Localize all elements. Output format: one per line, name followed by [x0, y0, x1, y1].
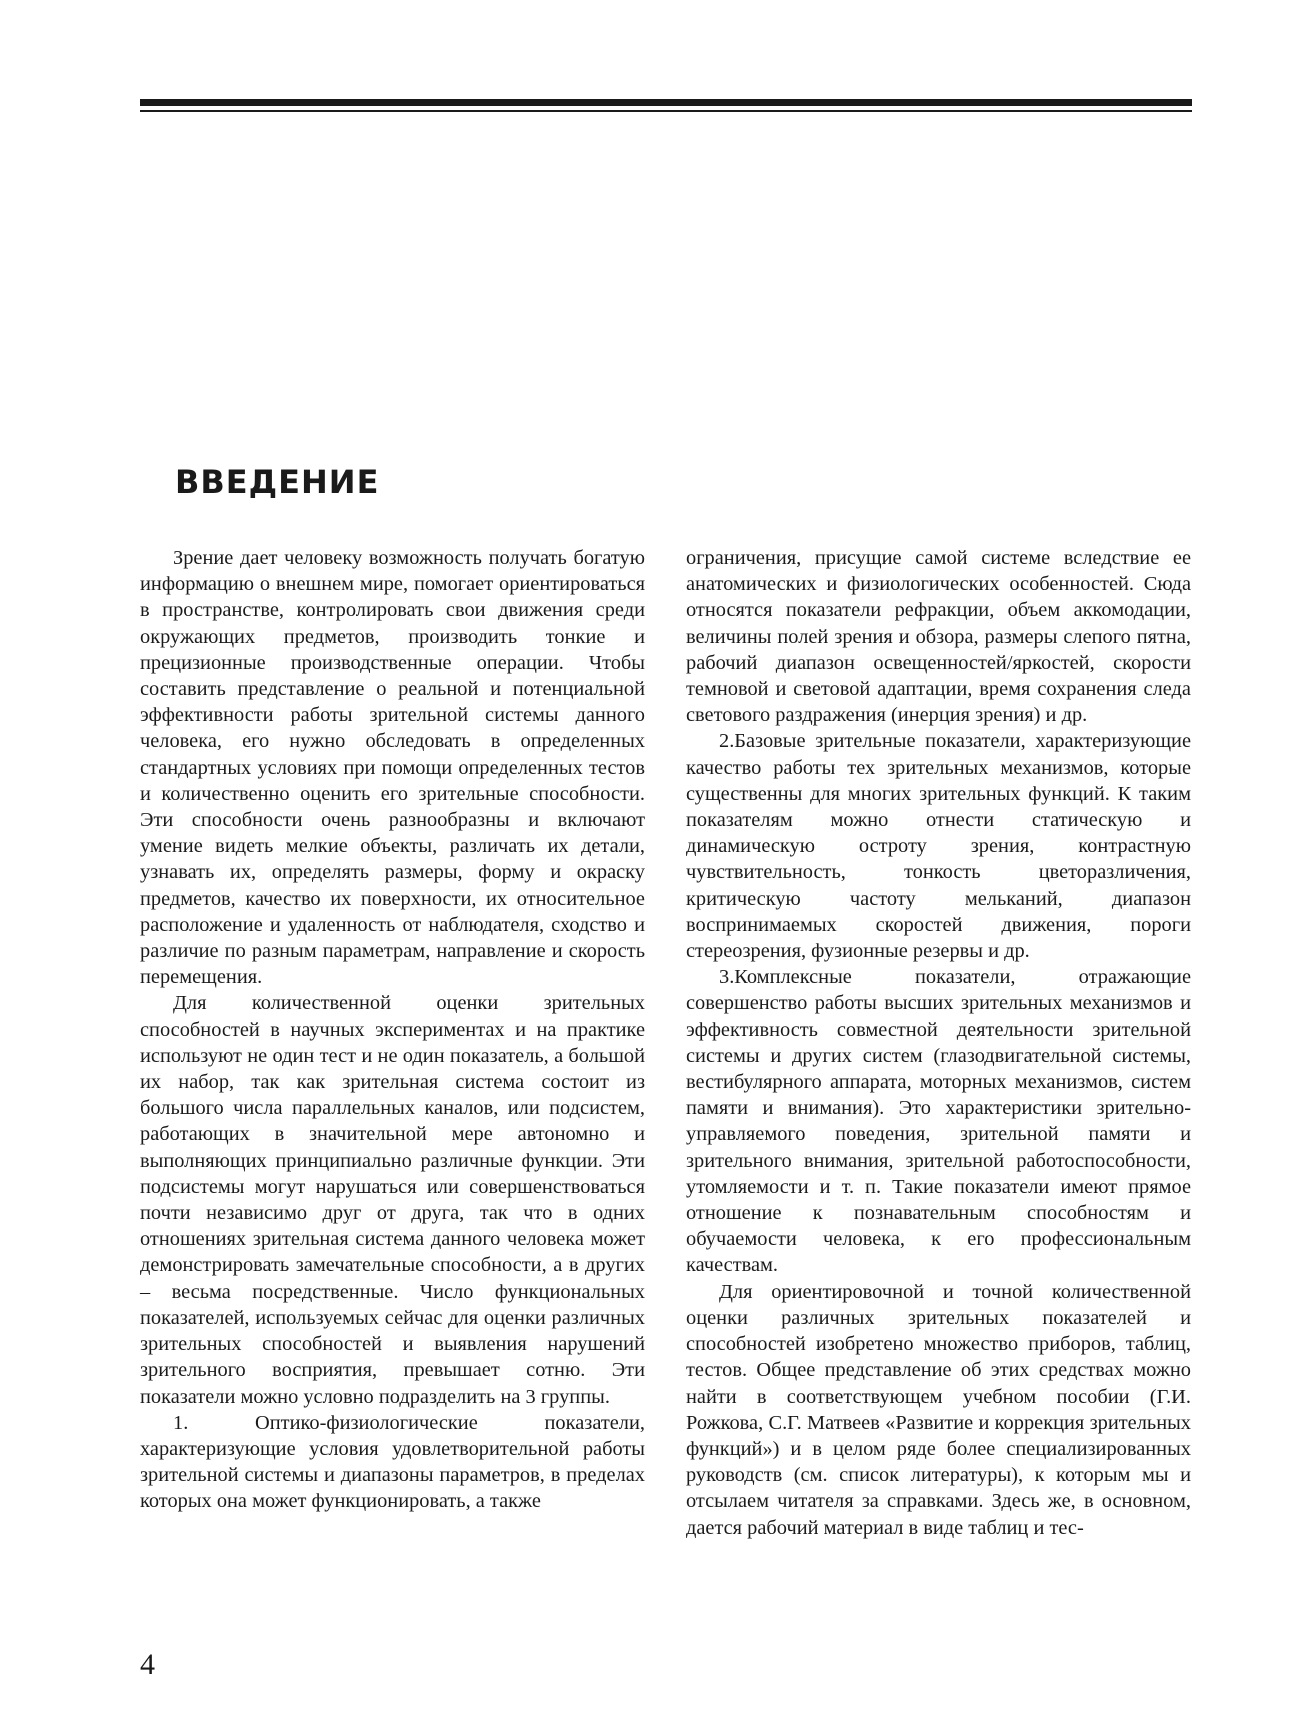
right-column: [686, 545, 1191, 1541]
header-rule-thin: [140, 110, 1192, 112]
paragraph: Для количественной оценки зрительных способностей в научных экспериментах и на практике используют не один тест и не один показатель, а большой их набор, так как зрительная система состоит из большого числа параллельных каналов, или подсистем, работающих в значительной мере автономно и выполняющих принципиально различные функции. Эти подсистемы могут нарушаться или совершенствоваться почти независимо друг от друга, так что в одних отношениях зрительная система данного человека может демонстрировать замечательные способности, а в других – весьма посредственные. Число функциональных показателей, используемых сейчас для оценки различных зрительных способностей и выявления нарушений зрительного восприятия, превышает сотню. Эти показатели можно условно подразделить на 3 группы.: [140, 992, 645, 1408]
paragraph: 2.Базовые зрительные показатели, характеризующие качество работы тех зрительных механизмов, которые существенны для многих зрительных функций. К таким показателям можно отнести статическую и динамическую остроту зрения, контрастную чувствительность, тонкость цветоразличения, критическую частоту мельканий, диапазон воспринимаемых скоростей движения, пороги стереозрения, фузионные резервы и др.: [686, 730, 1191, 963]
chapter-title: ВВЕДЕНИЕ: [175, 463, 380, 501]
left-column: [140, 545, 645, 1515]
paragraph: 1. Оптико-физиологические показатели, характеризующие условия удовлетворительной работы зрительной системы и диапазоны параметров, в пределах которых она может функционировать, а также: [140, 1411, 645, 1513]
paragraph: ограничения, присущие самой системе вследствие ее анатомических и физиологических особенностей. Сюда относятся показатели рефракции, объем аккомодации, величины полей зрения и обзора, размеры слепого пятна, рабочий диапазон освещенностей/яркостей, скорости темновой и световой адаптации, время сохранения следа светового раздражения (инерция зрения) и др.: [686, 547, 1191, 727]
paragraph: Зрение дает человеку возможность получать богатую информацию о внешнем мире, помогает ориентироваться в пространстве, контролировать свои движения среди окружающих предметов, производить тонкие и прецизионные производственные операции. Чтобы составить представление о реальной и потенциальной эффективности работы зрительной системы данного человека, его нужно обследовать в определенных стандартных условиях при помощи определенных тестов и количественно оценить его зрительные способности. Эти способности очень разнообразны и включают умение видеть мелкие объекты, различать их детали, узнавать их, определять размеры, форму и окраску предметов, качество их поверхности, их относительное расположение и удаленность от наблюдателя, сходство и различие по разным параметрам, направление и скорость перемещения.: [140, 547, 645, 989]
header-rule-thick: [140, 99, 1192, 106]
paragraph: 3.Комплексные показатели, отражающие совершенство работы высших зрительных механизмов и эффективность совместной деятельности зрительной системы и других систем (глазодвигательной системы, вестибулярного аппарата, моторных механизмов, систем памяти и внимания). Это характеристики зрительно-управляемого поведения, зрительной памяти и зрительного внимания, зрительной работоспособности, утомляемости и т. п. Такие показатели имеют прямое отношение к познавательным способностям и обучаемости человека, к его профессиональным качествам.: [686, 966, 1191, 1277]
paragraph: Для ориентировочной и точной количественной оценки различных зрительных показателей и способностей изобретено множество приборов, таблиц, тестов. Общее представление об этих средствах можно найти в соответствующем учебном пособии (Г.И. Рожкова, С.Г. Матвеев «Развитие и коррекция зрительных функций») и в целом ряде более специализированных руководств (см. список литературы), к которым мы и отсылаем читателя за справками. Здесь же, в основном, дается рабочий материал в виде таблиц и тес-: [686, 1280, 1191, 1539]
page-number: 4: [140, 1648, 155, 1681]
